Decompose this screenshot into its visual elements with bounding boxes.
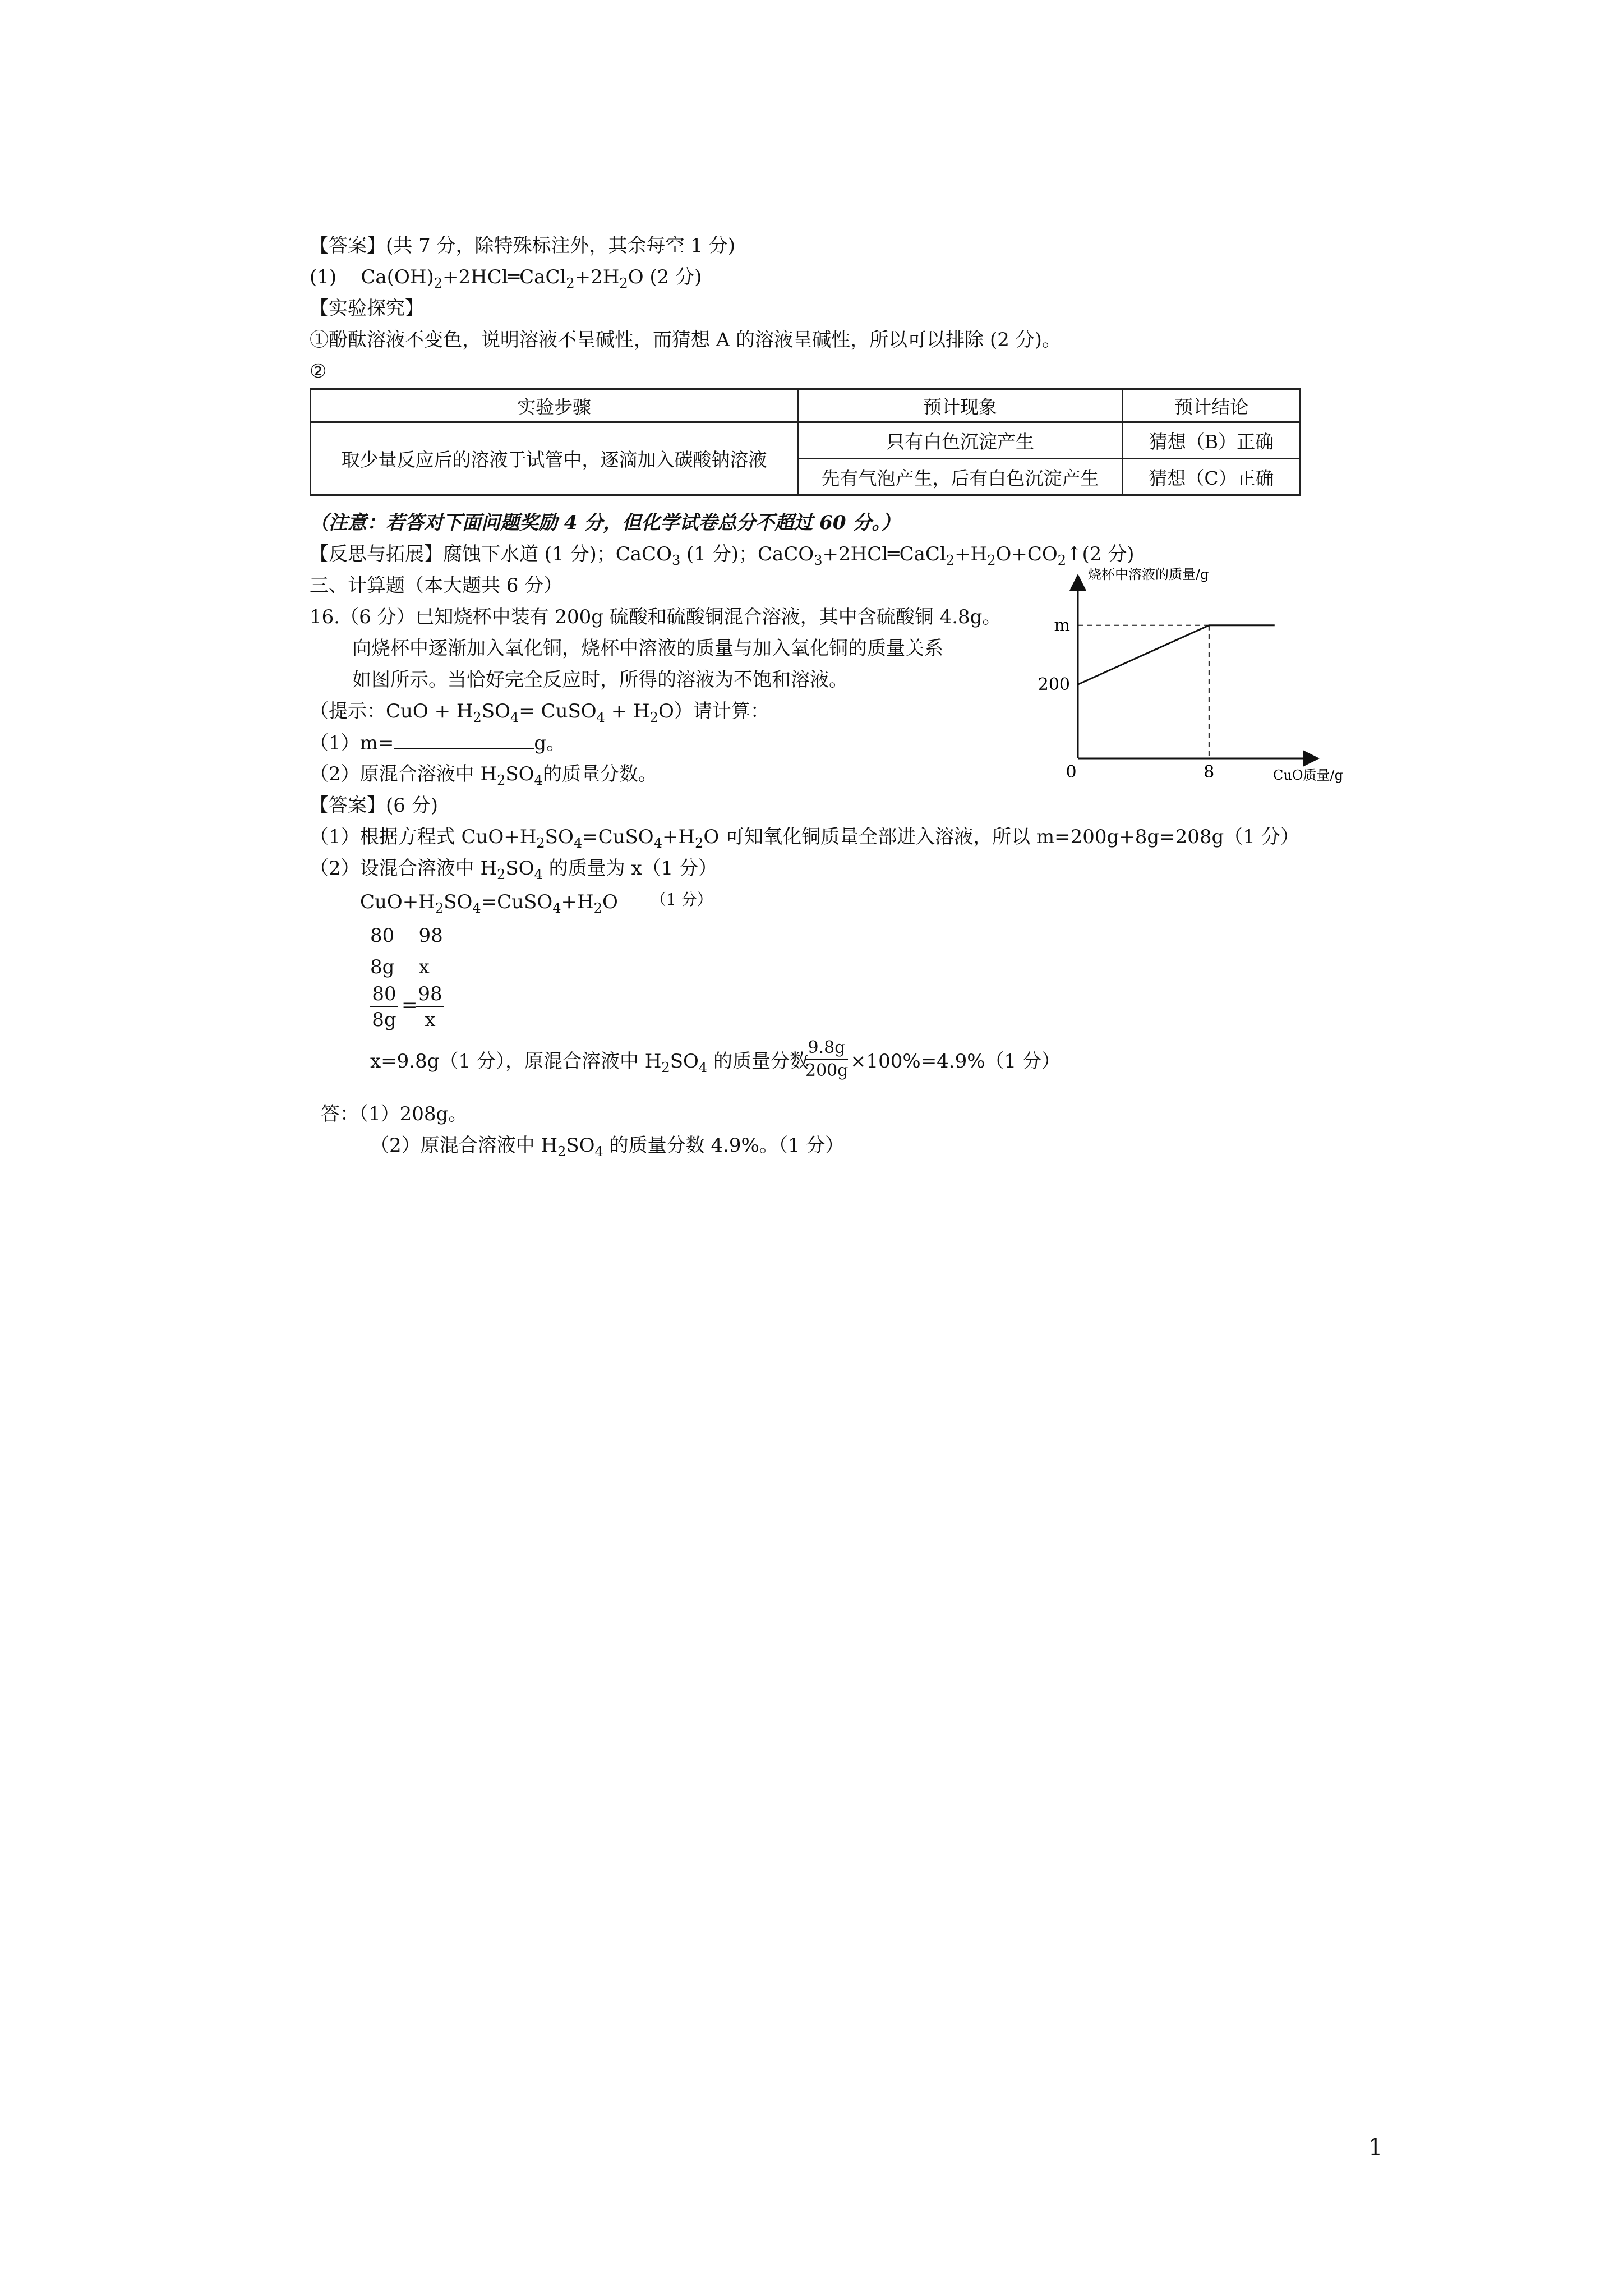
subscript: 4 [534,772,543,788]
phenomenon-cell: 先有气泡产生，后有白色沉淀产生 [798,459,1123,495]
mass-row-2: 8g x [370,956,430,978]
text: （1）根据方程式 CuO+H [310,826,537,848]
subscript: 3 [814,553,823,568]
text: O 可知氧化铜质量全部进入溶液，所以 m=200g+8g=208g（1 分） [703,826,1299,848]
subscript: 2 [661,1060,670,1075]
x-axis-label: CuO质量/g [1273,767,1343,783]
fraction-bar [805,1059,848,1060]
subscript: 2 [649,710,658,725]
q16-line3: 如图所示。当恰好完全反应时，所得的溶液为不饱和溶液。 [352,669,848,691]
y-tick-label: 200 [1038,675,1070,695]
fraction-3 [805,1038,848,1080]
text: O+CO [995,543,1058,565]
explore-2: ② [310,360,327,383]
points: (2 分) [649,266,702,288]
subscript: 2 [619,275,628,291]
answer-header-1: 【答案】(共 7 分，除特殊标注外，其余每空 1 分) [310,234,736,257]
reflect-line [310,543,1135,568]
mass-row-1: 80 98 [370,924,443,947]
subscript: 4 [698,1060,708,1075]
text: SO [481,700,510,723]
text: （2）原混合溶液中 H [310,763,497,785]
eq-part: Ca(OH) [361,266,434,288]
subscript: 2 [497,867,506,882]
text: SO [505,857,534,880]
q16-part2 [310,763,657,788]
text: 的质量分数 4.9%。（1 分） [603,1134,845,1157]
text: （1）m= [310,732,394,754]
denominator: 200g [805,1061,849,1080]
fraction-2 [416,983,444,1031]
eq-part: +2HCl═CaCl [442,266,566,288]
table-header-row [311,389,1301,422]
text: SO [566,1134,595,1157]
text: g。 [534,732,566,754]
mass-chart [1032,561,1346,785]
text: SO [505,763,534,785]
text: SO [444,891,473,913]
q1-answer [310,266,702,291]
conclusion-cell: 猜想（C）正确 [1123,459,1301,495]
answer-header-2: 【答案】(6 分) [310,794,438,817]
subscript: 4 [573,835,583,851]
subscript: 2 [536,835,545,851]
subscript: 2 [946,553,955,568]
text: 的质量为 x（1 分） [542,857,718,880]
text: (1 分)；CaCO [680,543,814,565]
q16-line2: 向烧杯中逐渐加入氧化铜，烧杯中溶液的质量与加入氧化铜的质量关系 [352,637,943,660]
text: +H [955,543,988,565]
fraction-equals: = [402,994,418,1016]
header-step: 实验步骤 [311,389,798,422]
text: （提示：CuO + H [310,700,473,723]
denominator: x [425,1009,436,1031]
text: SO [545,826,574,848]
final-answer-2 [370,1134,844,1157]
answer-blank[interactable] [394,731,534,749]
numerator: 9.8g [808,1038,846,1057]
y-tick-label: m [1054,615,1070,636]
subscript: 4 [596,710,605,725]
subscript: 2 [695,835,704,851]
q16-line1: 16.（6 分）已知烧杯中装有 200g 硫酸和硫酸铜混合溶液，其中含硫酸铜 4.8g。 [310,606,1002,628]
eq-part: +2H [574,266,620,288]
subscript: 4 [594,1144,603,1159]
subscript: 2 [497,772,506,788]
subscript: 4 [552,900,561,916]
numerator: 80 [372,983,396,1005]
reaction-equation [360,891,618,916]
x-tick-label: 0 [1066,762,1077,782]
x-result-line [370,1050,809,1073]
section-title: 三、计算题（本大题共 6 分） [310,574,563,597]
subscript: 3 [671,553,681,568]
page-number: 1 [1368,2134,1383,2160]
text: x=9.8g（1 分），原混合溶液中 H [370,1050,662,1073]
subscript: 4 [472,900,481,916]
text: 的质量分数。 [542,763,657,785]
text: +H [561,891,594,913]
final-answer-1: 答：（1）208g。 [321,1103,468,1125]
subscript: 2 [435,900,444,916]
subscript: 4 [510,710,519,725]
fraction-1 [370,983,398,1031]
conclusion-cell: 猜想（B）正确 [1123,422,1301,459]
text: 【反思与拓展】腐蚀下水道 (1 分)；CaCO [310,543,672,565]
text: ↑(2 分) [1066,543,1135,565]
x-tick-label: 8 [1204,762,1215,782]
header-phenomenon: 预计现象 [798,389,1123,422]
step-cell: 取少量反应后的溶液于试管中，逐滴加入碳酸钠溶液 [311,422,798,495]
phenomenon-cell: 只有白色沉淀产生 [798,422,1123,459]
text: +2HCl═CaCl [822,543,946,565]
experiment-table [310,388,1301,496]
y-axis-label: 烧杯中溶液的质量/g [1088,567,1209,582]
fraction-bar [416,1006,444,1007]
text: 的质量分数 [707,1050,809,1073]
table-row [311,422,1301,459]
subscript: 4 [534,867,543,882]
series-line [1078,625,1275,684]
subscript: 2 [593,900,602,916]
subscript: 2 [557,1144,566,1159]
denominator: 8g [372,1009,396,1031]
subscript: 4 [653,835,662,851]
numerator: 98 [418,983,442,1005]
explore-1: ①酚酞溶液不变色，说明溶液不呈碱性，而猜想 A 的溶液呈碱性，所以可以排除 (2 分)。 [310,329,1061,351]
text: O [602,891,618,913]
x-result-tail: ×100%=4.9%（1 分） [850,1050,1061,1073]
subscript: 2 [987,553,996,568]
text: =CuSO [481,891,553,913]
q16-hint [310,700,769,723]
text: SO [670,1050,699,1073]
text: CuO+H [360,891,435,913]
text: +H [662,826,695,848]
text: + H [605,700,650,723]
header-conclusion: 预计结论 [1123,389,1301,422]
subscript: 2 [566,275,575,291]
answer2-line1 [310,826,1299,851]
subscript: 2 [473,710,482,725]
q1-prefix: (1) [310,266,337,288]
q16-part1 [310,731,565,754]
text: = CuSO [519,700,597,723]
text: （2）原混合溶液中 H [370,1134,558,1157]
eq-part: O [628,266,644,288]
explore-title: 【实验探究】 [310,297,424,320]
fraction-bar [370,1006,398,1007]
answer2-line2 [310,857,717,880]
text: O）请计算： [658,700,769,723]
subscript: 2 [1057,553,1067,568]
text: （2）设混合溶液中 H [310,857,497,880]
eq-points: （1 分） [651,890,713,909]
text: =CuSO [582,826,654,848]
subscript: 2 [434,275,443,291]
bonus-note: （注意：若答对下面问题奖励 4 分，但化学试卷总分不超过 60 分。） [310,512,901,534]
